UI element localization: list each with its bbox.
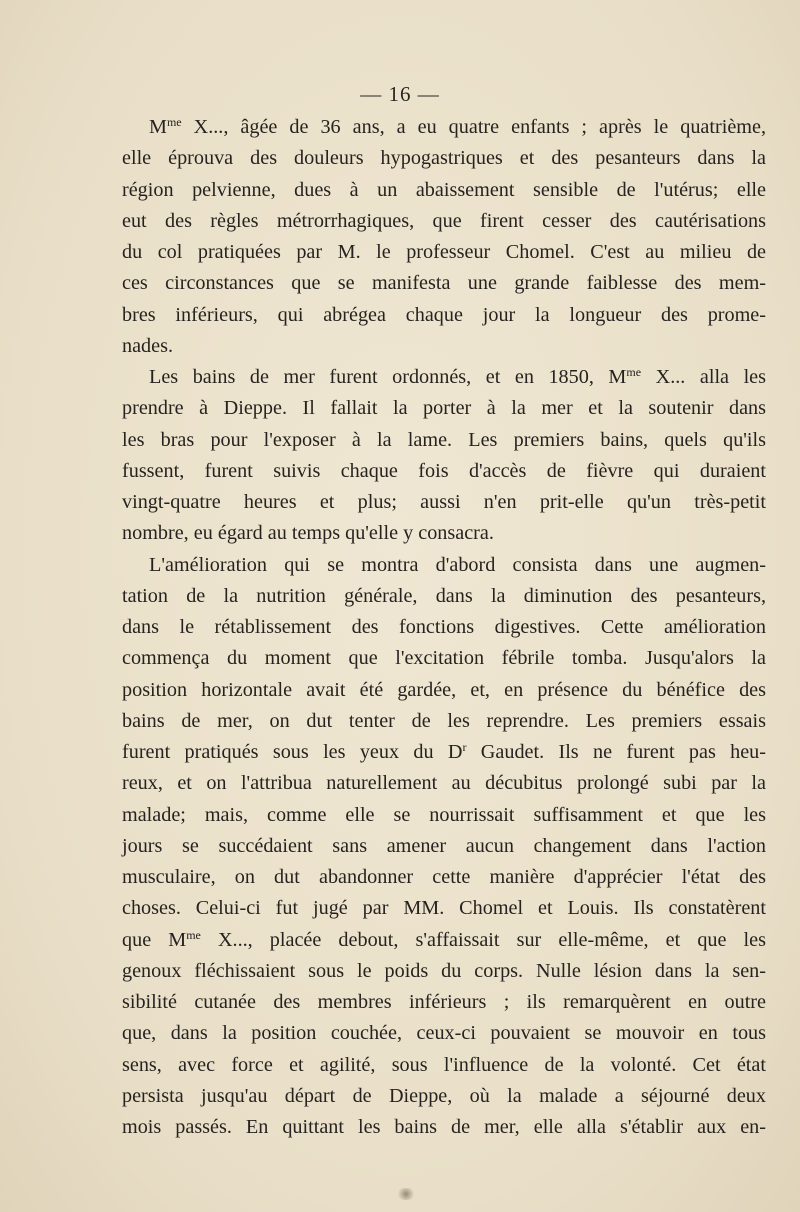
text-segment: tation de la nutrition générale, dans la diminution des pesanteurs, — [122, 584, 766, 607]
text-segment: que, dans la position couchée, ceux-ci pouvaient se mouvoir en tous — [122, 1022, 766, 1045]
text-line — [122, 1112, 766, 1143]
text-segment: que M — [122, 928, 187, 951]
text-line — [122, 237, 766, 268]
text-segment: fussent, furent suivis chaque fois d'accès de fièvre qui duraient — [122, 459, 766, 482]
text-segment: vingt-quatre heures et plus; aussi n'en prit-elle qu'un très-petit — [122, 491, 766, 513]
text-segment: nombre, eu égard au temps qu'elle y consacra. — [122, 522, 494, 545]
text-line — [122, 487, 766, 518]
text-line — [122, 550, 766, 581]
text-segment: X..., âgée de 36 ans, a eu quatre enfants ; après le quatrième, — [181, 116, 766, 138]
page-number: — 16 — — [360, 82, 440, 106]
text-segment: position horizontale avait été gardée, et, en présence du bénéfice des — [122, 678, 766, 701]
text-segment: eut des règles métrorrhagiques, que firent cesser des cautérisations — [122, 209, 766, 232]
text-line — [122, 862, 766, 893]
text-segment: du col pratiquées par M. le professeur Chomel. C'est au milieu de — [122, 241, 766, 263]
text-line — [122, 831, 766, 862]
text-line — [122, 956, 766, 987]
superscript: me — [166, 115, 182, 129]
text-segment: jours se succédaient sans amener aucun changement dans l'action — [122, 834, 766, 857]
text-segment: X..., placée debout, s'affaissait sur elle-même, et que les — [200, 928, 766, 951]
text-line — [122, 581, 766, 612]
text-segment: choses. Celui-ci fut jugé par MM. Chomel et Louis. Ils constatèrent — [122, 897, 766, 920]
ink-smudge — [396, 1188, 416, 1200]
text-line — [122, 675, 766, 706]
text-segment: prendre à Dieppe. Il fallait la porter à la mer et la soutenir dans — [122, 397, 766, 420]
text-line — [122, 987, 766, 1018]
text-line — [122, 456, 766, 487]
superscript: me — [186, 927, 201, 942]
text-segment: L'amélioration qui se montra d'abord consista dans une augmen- — [149, 553, 766, 576]
text-segment: malade; mais, comme elle se nourrissait suffisamment et que les — [122, 803, 766, 826]
text-line — [122, 143, 766, 174]
text-segment: M — [149, 116, 167, 138]
text-line — [122, 893, 766, 924]
text-line — [122, 612, 766, 643]
text-line — [122, 112, 766, 143]
text-line — [122, 925, 766, 956]
text-segment: ces circonstances que se manifesta une grande faiblesse des mem- — [122, 272, 766, 295]
text-segment: reux, et on l'attribua naturellement au décubitus prolongé subi par la — [122, 772, 766, 795]
text-line — [122, 737, 766, 768]
text-line — [122, 175, 766, 206]
superscript: me — [626, 365, 642, 379]
text-segment: Les bains de mer furent ordonnés, et en 1850, M — [149, 366, 627, 388]
superscript: r — [462, 740, 467, 754]
text-line — [122, 268, 766, 299]
text-line — [122, 1050, 766, 1081]
text-segment: région pelvienne, dues à un abaissement sensible de l'utérus; elle — [122, 178, 766, 201]
text-line — [122, 331, 766, 362]
text-segment: X... alla les — [641, 366, 766, 388]
text-line — [122, 768, 766, 799]
text-segment: furent pratiqués sous les yeux du D — [122, 741, 463, 763]
text-segment: persista jusqu'au départ de Dieppe, où la malade a séjourné deux — [122, 1084, 766, 1107]
text-line — [122, 800, 766, 831]
text-line — [122, 1018, 766, 1049]
text-segment: nades. — [122, 334, 174, 357]
text-line — [122, 1081, 766, 1112]
text-segment: les bras pour l'exposer à la lame. Les premiers bains, quels qu'ils — [122, 428, 766, 451]
text-line — [122, 206, 766, 237]
text-line — [122, 300, 766, 331]
text-segment: elle éprouva des douleurs hypogastriques et des pesanteurs dans la — [122, 147, 766, 170]
text-line — [122, 706, 766, 737]
text-segment: bains de mer, on dut tenter de les reprendre. Les premiers essais — [122, 709, 766, 732]
text-segment: sens, avec force et agilité, sous l'influence de la volonté. Cet état — [122, 1053, 766, 1076]
text-line — [122, 362, 766, 393]
text-segment: bres inférieurs, qui abrégea chaque jour la longueur des prome- — [122, 303, 766, 326]
text-line — [122, 393, 766, 424]
text-segment: sibilité cutanée des membres inférieurs ; ils remarquèrent en outre — [122, 991, 766, 1013]
text-segment: Gaudet. Ils ne furent pas heu- — [466, 741, 766, 763]
text-segment: dans le rétablissement des fonctions digestives. Cette amélioration — [122, 616, 766, 638]
text-segment: musculaire, on dut abandonner cette manière d'apprécier l'état des — [122, 866, 766, 888]
text-line — [122, 518, 766, 549]
text-segment: genoux fléchissaient sous le poids du corps. Nulle lésion dans la sen- — [122, 959, 766, 982]
text-line — [122, 425, 766, 456]
text-segment: commença du moment que l'excitation fébrile tomba. Jusqu'alors la — [122, 647, 766, 670]
body-text — [122, 112, 766, 1143]
text-line — [122, 643, 766, 674]
text-segment: mois passés. En quittant les bains de mer, elle alla s'établir aux en- — [122, 1116, 766, 1138]
